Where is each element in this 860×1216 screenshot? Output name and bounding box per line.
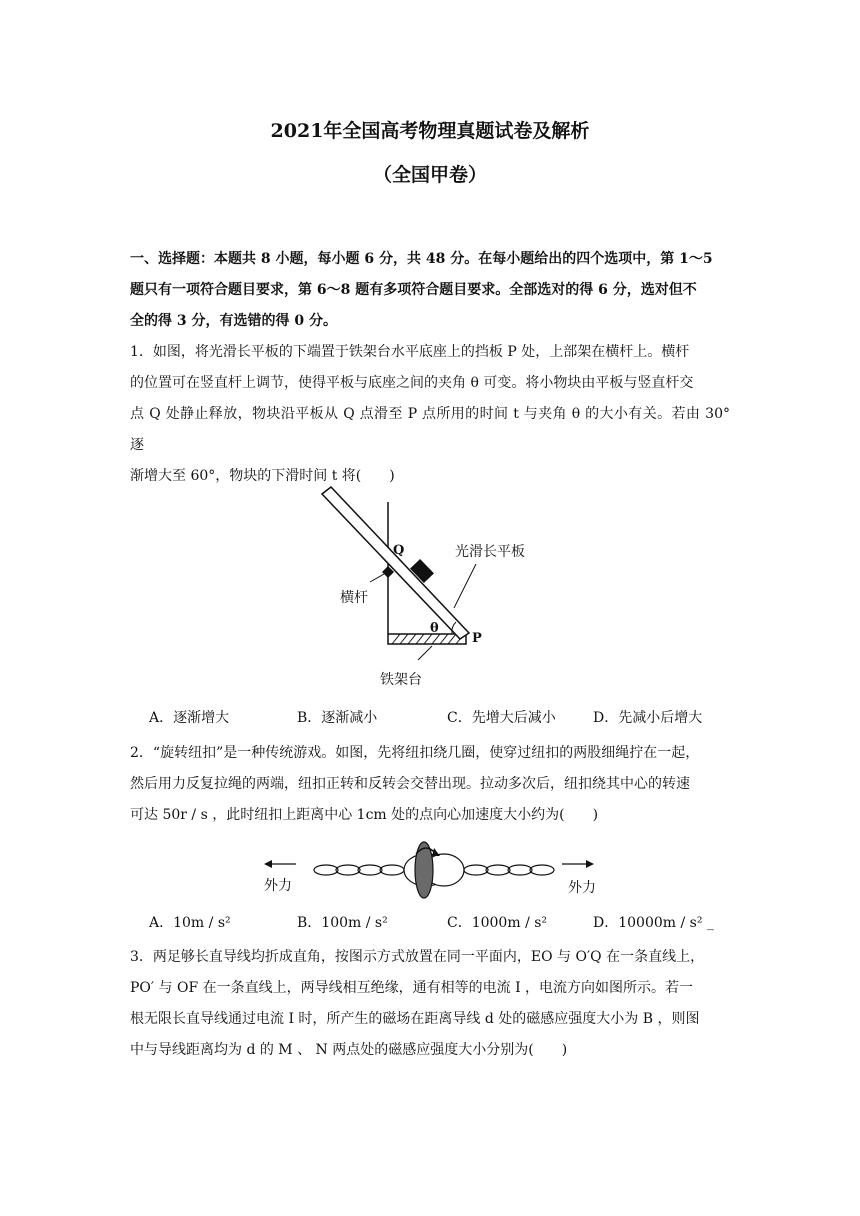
label-stand: 铁架台 [380, 672, 422, 688]
right-arrowhead-icon [586, 860, 594, 868]
question-1-text [130, 337, 730, 492]
label-theta: θ [430, 621, 439, 636]
right-twisted-string [464, 865, 554, 875]
question-line: 2．“旋转纽扣”是一种传统游戏。如图，先将纽扣绕几圈，使穿过纽扣的两股细绳拧在一起， [130, 745, 700, 761]
question-line: 点 Q 处静止释放，物块沿平板从 Q 点滑至 P 点所用的时间 t 与夹角 θ 的大小有关。若由 30° 逐 [130, 406, 730, 453]
question-line: 中与导线距离均为 d 的 M 、 N 两点处的磁感应强度大小分别为( ) [130, 1042, 568, 1058]
label-p: P [472, 631, 482, 646]
section-line: 题只有一项符合题目要求，第 6～8 题有多项符合题目要求。全部选对的得 6 分，选对但不 [130, 282, 697, 298]
q1-option-b[interactable]: B．逐渐减小 [297, 710, 378, 726]
label-board: 光滑长平板 [455, 544, 525, 560]
question-line: 然后用力反复拉绳的两端，纽扣正转和反转会交替出现。拉动多次后，纽扣绕其中心的转速 [130, 776, 690, 792]
q1-option-c[interactable]: C．先增大后减小 [447, 710, 556, 726]
section-line: 全的得 3 分，有选错的得 0 分。 [130, 313, 337, 329]
question-2-text [130, 738, 730, 831]
question-line: 根无限长直导线通过电流 I 时，所产生的磁场在距离导线 d 处的磁感应强度大小为 B ，则图 [130, 1011, 700, 1027]
crossbar-leader [370, 574, 384, 582]
base-hatch [392, 634, 464, 644]
label-crossbar: 横杆 [340, 590, 368, 606]
question-line: PO′ 与 OF 在一条直线上，两导线相互绝缘，通有相等的电流 I ，电流方向如图所示。若一 [130, 980, 694, 996]
q2-option-c[interactable]: C．1000m / s² [447, 915, 548, 931]
q1-option-d[interactable]: D．先减小后增大 [593, 710, 703, 726]
figure-inclined-plane [300, 482, 560, 692]
question-line: 3．两足够长直导线均折成直角，按图示方式放置在同一平面内，EO 与 O′Q 在一条直线上， [130, 949, 705, 965]
question-3-text [130, 942, 730, 1066]
question-line: 渐增大至 60°，物块的下滑时间 t 将( ) [130, 468, 395, 484]
question-line: 1．如图，将光滑长平板的下端置于铁架台水平底座上的挡板 P 处，上部架在横杆上。横杆 [130, 344, 690, 360]
left-twisted-string [314, 865, 404, 875]
label-q: Q [393, 543, 405, 558]
question-line: 的位置可在竖直杆上调节，使得平板与底座之间的夹角 θ 可变。将小物块由平板与竖直杆交 [130, 375, 694, 391]
question-line: 可达 50r / s ，此时纽扣上距离中心 1cm 处的点向心加速度大小约为( ) [130, 807, 599, 823]
q1-option-a[interactable]: A．逐渐增大 [149, 710, 230, 726]
section-instructions [130, 244, 730, 337]
smooth-board [322, 487, 469, 639]
q2-option-b[interactable]: B．100m / s² [297, 915, 388, 931]
label-force-right: 外力 [568, 880, 596, 896]
label-force-left: 外力 [264, 878, 292, 894]
q2-option-d[interactable]: D．10000m / s² _ [593, 915, 714, 931]
q2-option-a[interactable]: A．10m / s² [149, 915, 231, 931]
left-arrowhead-icon [264, 860, 272, 868]
board-leader [454, 564, 476, 608]
page-subtitle: （全国甲卷） [372, 164, 487, 186]
page-title: 2021年全国高考物理真题试卷及解析 [270, 120, 590, 142]
stand-leader [418, 646, 432, 660]
figure-spinning-button [258, 838, 618, 900]
button-disc [415, 842, 433, 898]
rotation-arrowhead-icon [432, 848, 440, 856]
section-line: 一、选择题：本题共 8 小题，每小题 6 分，共 48 分。在每小题给出的四个选项中，第 1～5 [130, 251, 713, 267]
